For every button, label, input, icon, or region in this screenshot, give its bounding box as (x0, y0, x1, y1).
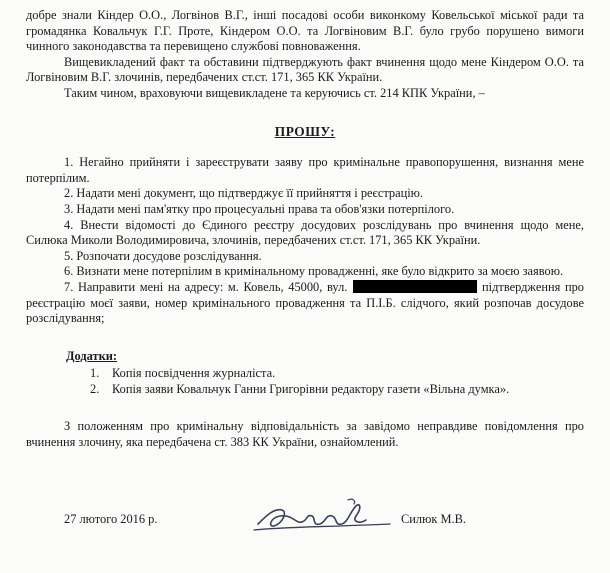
request-title: ПРОШУ: (274, 123, 336, 139)
signature-row (26, 506, 584, 546)
request-item-7 (26, 280, 584, 327)
attachment-number: 2. (90, 381, 100, 396)
request-item-3: 3. Надати мені пам'ятку про процесуальні права та обов'язки потерпілого. (64, 201, 455, 216)
document-date: 27 лютого 2016 р. (64, 512, 158, 526)
signer-name: Силюк М.В. (401, 512, 466, 526)
request-item-6: 6. Визнати мене потерпілим в кримінальному провадженні, яке було відкрито за моєю заявою. (64, 264, 564, 279)
request-item-4: 4. Внести відомості до Єдиного реєстру досудових розслідувань про вчинення щодо мене, Силюка Миколи Володимировича, злочинів, передбачених ст.ст. 171, 365 КК України. (26, 217, 584, 248)
attachment-item-2 (90, 382, 584, 398)
handwritten-signature (252, 494, 392, 538)
request-item-7-end: підтвердження про реєстрацію моєї заяви, номер кримінального провадження та П.І.Б. слідчого, який розпочав досудове розслідування; (26, 279, 584, 326)
redacted-address (353, 280, 477, 293)
intro-paragraph-1: добре знали Кіндер О.О., Логвінов В.Г., інші посадові особи виконкому Ковельської міської ради та громадянка Ковальчук Г.Г. Проте, Кіндером О.О. та Логвіновим В.Г. було грубо порушено вимоги чинного законодавства та перевищено службові повноваження. (26, 8, 584, 54)
intro-paragraph-2: Вищевикладений факт та обставини підтверджують факт вчинення щодо мене Кіндером О.О. та Логвіновим В.Г. злочинів, передбачених ст.ст. 171, 365 КК України. (26, 54, 584, 85)
attachment-text: Копія посвідчення журналіста. (112, 366, 276, 381)
attachments-list (90, 366, 584, 397)
attachments-title: Додатки: (66, 348, 117, 363)
attachment-item-1 (90, 366, 584, 382)
request-item-7-start: 7. Направити мені на адресу: м. Ковель, 45000, вул. (64, 279, 348, 294)
attachment-number: 1. (90, 366, 100, 381)
request-item-5: 5. Розпочати досудове розслідування. (64, 248, 262, 263)
attachment-text: Копія заяви Ковальчук Ганни Григорівни редактору газети «Вільна думка». (112, 381, 510, 396)
request-item-1: 1. Негайно прийняти і зареєструвати заяву про кримінальне правопорушення, визнання мене потерпілим. (26, 155, 584, 185)
document-body (26, 8, 584, 451)
request-item-2: 2. Надати мені документ, що підтверджує її прийняття і реєстрацію. (64, 186, 424, 201)
closing-paragraph: З положенням про кримінальну відповідальність за завідомо неправдиве повідомлення про вчинення злочину, яка передбачена ст. 383 КК України, ознайомлений. (26, 419, 584, 450)
intro-paragraph-3: Таким чином, враховуючи вищевикладене та керуючись ст. 214 КПК України, – (64, 85, 485, 100)
